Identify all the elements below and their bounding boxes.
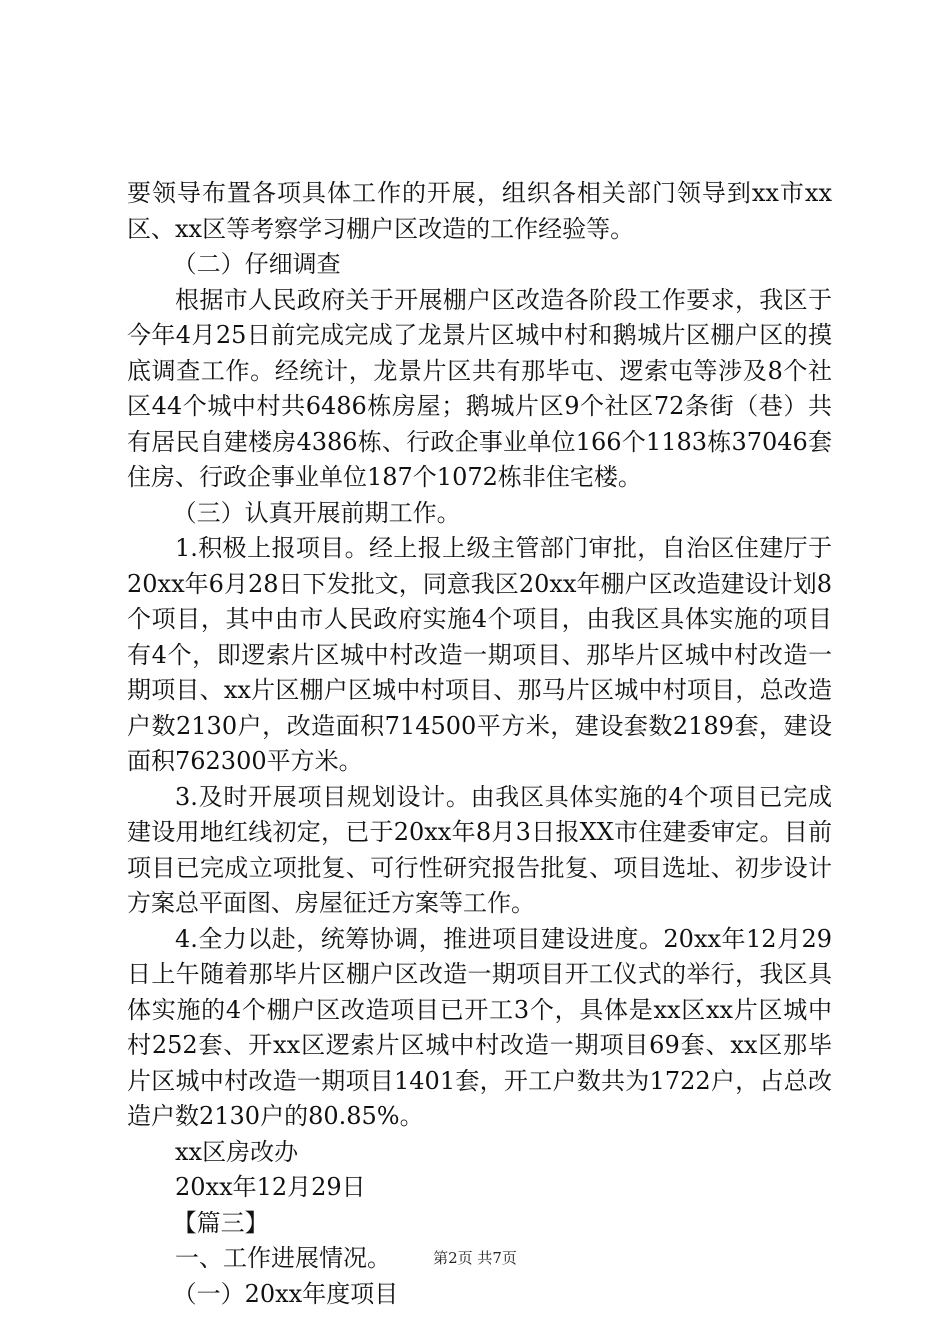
paragraph-planning-design: 3.及时开展项目规划设计。由我区具体实施的4个项目已完成建设用地红线初定，已于20xx年8月3日报XX市住建委审定。目前项目已完成立项批复、可行性研究报告批复、项目选址、初步设计方案总平面图、房屋征迁方案等工作。 [127,782,832,917]
section-label-part-three: 【篇三】 [172,1208,269,1237]
document-body [127,176,832,1312]
section-heading-investigation: （二）仔细调查 [172,250,341,278]
paragraph-continuation: 要领导布置各项具体工作的开展，组织各相关部门领导到xx市xx区、xx区等考察学习棚户区改造的工作经验等。 [127,179,832,243]
signature-date: 20xx年12月29日 [175,1173,366,1201]
paragraph-report-projects: 1.积极上报项目。经上报上级主管部门审批，自治区住建厅于20xx年6月28日下发批文，同意我区20xx年棚户区改造建设计划8个项目，其中由市人民政府实施4个项目，由我区具体实施的项目有4个，即逻索片区城中村改造一期项目、那毕片区城中村改造一期项目、xx片区棚户区城中村项目、那马片区城中村项目，总改造户数2130户，改造面积714500平方米，建设套数2189套，建设面积762300平方米。 [127,534,832,775]
subsection-heading-annual-projects: （一）20xx年度项目 [172,1279,399,1308]
page-footer: 第2页 共7页 [433,1249,517,1267]
section-heading-preliminary-work: （三）认真开展前期工作。 [172,498,461,527]
paragraph-investigation: 根据市人民政府关于开展棚户区改造各阶段工作要求，我区于今年4月25日前完成完成了龙景片区城中村和鹅城片区棚户区的摸底调查工作。经统计，龙景片区共有那毕屯、逻索屯等涉及8个社区44个城中村共6486栋房屋；鹅城片区9个社区72条街（巷）共有居民自建楼房4386栋、行政企事业单位166个1183栋37046套住房、行政企事业单位187个1072栋非住宅楼。 [127,285,832,491]
paragraph-construction-progress: 4.全力以赴，统筹协调，推进项目建设进度。20xx年12月29日上午随着那毕片区棚户区改造一期项目开工仪式的举行，我区具体实施的4个棚户区改造项目已开工3个，具体是xx区xx片区城中村252套、开xx区逻索片区城中村改造一期项目69套、xx区那毕片区城中村改造一期项目1401套，开工户数共为1722户，占总改造户数2130户的80.85%。 [127,924,832,1130]
signature-office: xx区房改办 [175,1137,299,1166]
section-heading-progress: 一、工作进展情况。 [175,1244,391,1272]
